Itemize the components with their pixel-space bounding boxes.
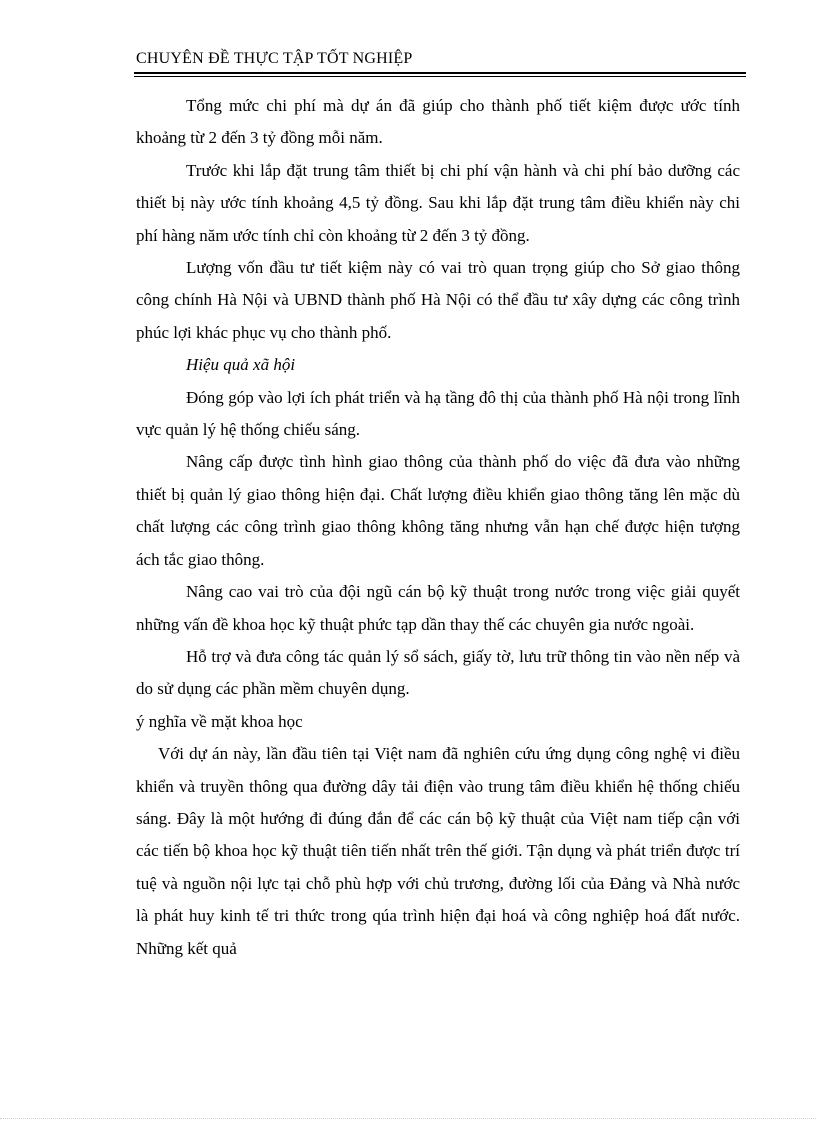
paragraph-scientific: Với dự án này, lần đầu tiên tại Việt nam đã nghiên cứu ứng dụng công nghệ vi điều khiển và truyền thông qua đường dây tải điện vào trung tâm điều khiển hệ thống chiếu sáng. Đây là một hướng đi đúng đắn để các cán bộ kỹ thuật của Việt nam tiếp cận với các tiến bộ khoa học kỹ thuật tiên tiến nhất trên thế giới. Tận dụng và phát triển được trí tuệ và nguồn nội lực tại chỗ phù hợp với chủ trương, đường lối của Đảng và Nhà nước là phát huy kinh tế tri thức trong qúa trình hiện đại hoá và công nghiệp hoá đất nước. Những kết quả (136, 744, 740, 958)
header-rule-thick (134, 72, 746, 74)
page-header-title: CHUYÊN ĐỀ THỰC TẬP TỐT NGHIỆP (136, 50, 413, 67)
header-rule-thin (134, 76, 746, 77)
paragraph-records-management: Hỗ trợ và đưa công tác quản lý sổ sách, giấy tờ, lưu trữ thông tin vào nền nếp và do sử dụng các phần mềm chuyên dụng. (136, 646, 740, 699)
footer-dotted-line (0, 1118, 816, 1119)
document-body (136, 90, 740, 965)
paragraph-urban-development: Đóng góp vào lợi ích phát triển và hạ tầng đô thị của thành phố Hà nội trong lĩnh vực quản lý hệ thống chiếu sáng. (136, 387, 740, 440)
heading-scientific-meaning: ý nghĩa về mặt khoa học (136, 711, 303, 731)
paragraph-savings: Tổng mức chi phí mà dự án đã giúp cho thành phố tiết kiệm được ước tính khoảng từ 2 đến 3 tỷ đồng mỗi năm. (136, 96, 740, 148)
paragraph-technical-staff: Nâng cao vai trò của đội ngũ cán bộ kỹ thuật trong nước trong việc giải quyết những vấn đề khoa học kỹ thuật phức tạp dần thay thế các chuyên gia nước ngoài. (136, 582, 740, 634)
heading-social-efficiency: Hiệu quả xã hội (186, 355, 296, 375)
paragraph-costs: Trước khi lắp đặt trung tâm thiết bị chi phí vận hành và chi phí bảo dưỡng các thiết bị này ước tính khoảng 4,5 tỷ đồng. Sau khi lắp đặt trung tâm điều khiển này chi phí hàng năm ước tính chỉ còn khoảng từ 2 đến 3 tỷ đồng. (136, 160, 740, 245)
paragraph-traffic: Nâng cấp được tình hình giao thông của thành phố do việc đã đưa vào những thiết bị quản lý giao thông hiện đại. Chất lượng điều khiển giao thông tăng lên mặc dù chất lượng các công trình giao thông không tăng nhưng vẫn hạn chế được hiện tượng ách tắc giao thông. (136, 452, 740, 569)
paragraph-investment: Lượng vốn đầu tư tiết kiệm này có vai trò quan trọng giúp cho Sở giao thông công chính Hà Nội và UBND thành phố Hà Nội có thể đầu tư xây dựng các công trình phúc lợi khác phục vụ cho thành phố. (136, 258, 740, 342)
